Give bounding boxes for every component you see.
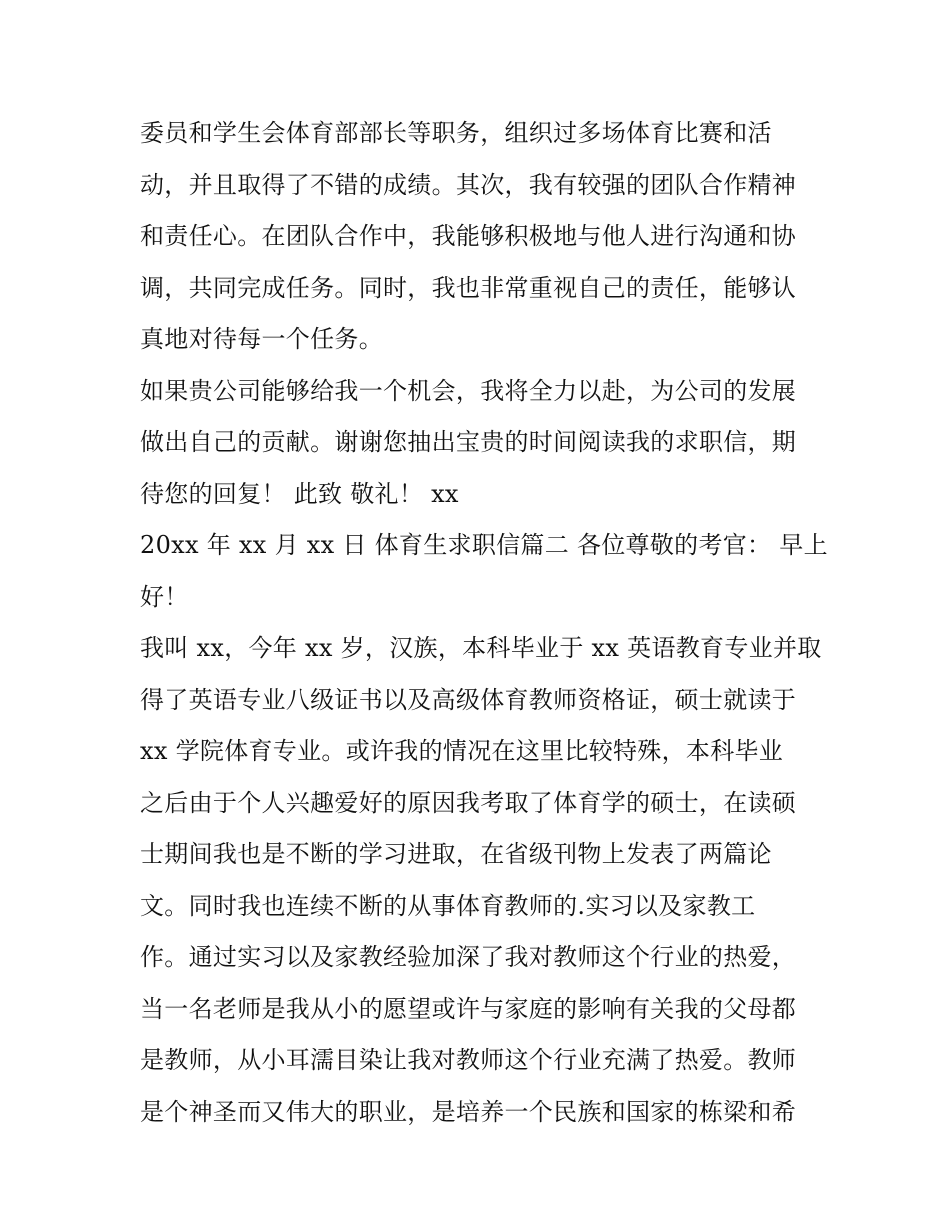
text-line: 好！ (140, 582, 189, 611)
text-line: 做出自己的贡献。谢谢您抽出宝贵的时间阅读我的求职信，期 (140, 428, 797, 456)
text-line: 20xx 年 xx 月 xx 日 体育生求职信篇二 各位尊敬的考官： 早上 (140, 531, 828, 559)
text-line: 如果贵公司能够给我一个机会，我将全力以赴，为公司的发展 (140, 376, 797, 405)
document-body (140, 108, 830, 1138)
text-line: xx 学院体育专业。或许我的情况在这里比较特殊，本科毕业 (140, 737, 784, 765)
text-line: 得了英语专业八级证书以及高级体育教师资格证，硕士就读于 (140, 685, 797, 714)
text-line: 当一名老师是我从小的愿望或许与家庭的影响有关我的父母都 (140, 994, 797, 1023)
text-line: 士期间我也是不断的学习进取，在省级刊物上发表了两篇论 (140, 840, 772, 868)
text-line: 委员和学生会体育部部长等职务，组织过多场体育比赛和活 (140, 119, 772, 147)
text-line: 和责任心。在团队合作中，我能够积极地与他人进行沟通和协 (140, 222, 797, 250)
text-line: 我叫 xx，今年 xx 岁，汉族，本科毕业于 xx 英语教育专业并取 (140, 634, 822, 662)
text-line: 调，共同完成任务。同时，我也非常重视自己的责任，能够认 (140, 273, 797, 302)
text-line: 待您的回复！ 此致 敬礼！ xx (140, 479, 459, 508)
text-line: 动，并且取得了不错的成绩。其次，我有较强的团队合作精神 (140, 170, 797, 199)
text-line: 真地对待每一个任务。 (140, 325, 383, 353)
text-line: 之后由于个人兴趣爱好的原因我考取了体育学的硕士，在读硕 (140, 788, 797, 817)
text-line: 是教师，从小耳濡目染让我对教师这个行业充满了热爱。教师 (140, 1046, 797, 1074)
text-line: 文。同时我也连续不断的从事体育教师的.实习以及家教工 (140, 891, 756, 920)
text-line: 是个神圣而又伟大的职业，是培养一个民族和国家的栋梁和希 (140, 1097, 797, 1126)
text-line: 作。通过实习以及家教经验加深了我对教师这个行业的热爱， (140, 943, 797, 971)
